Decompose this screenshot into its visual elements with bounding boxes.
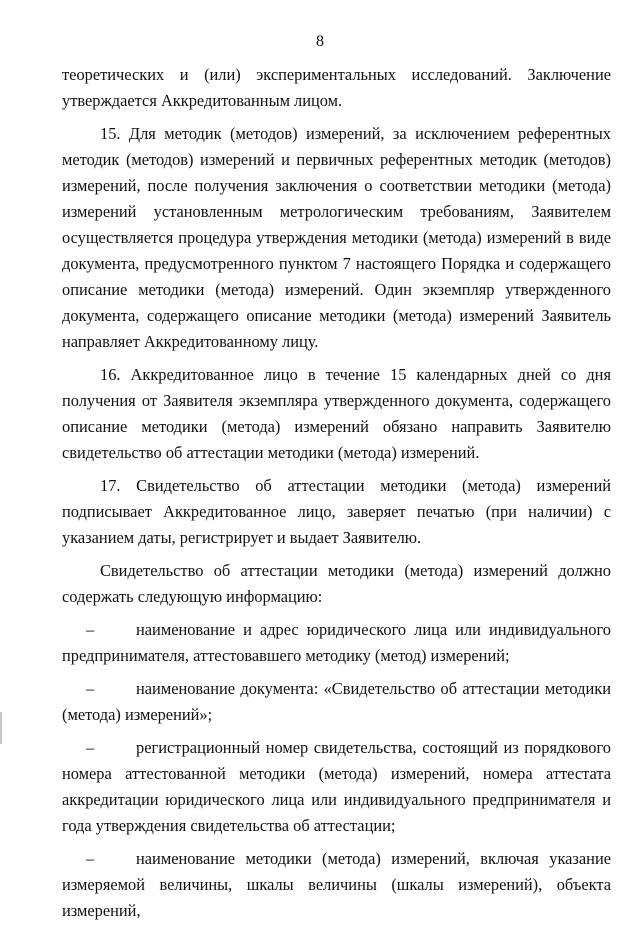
dash-marker: – xyxy=(86,620,95,639)
list-item-text: наименование документа: «Свидетельство об аттестации методики (метода) измерений»; xyxy=(62,679,611,724)
page-number: 8 xyxy=(316,33,324,50)
list-item-text: наименование методики (метода) измерений, включая указание измеряемой величины, шкалы величины (шкалы измерений), объекта измерений, xyxy=(62,849,611,920)
list-item xyxy=(62,735,611,839)
paragraph-item-16: 16. Аккредитованное лицо в течение 15 календарных дней со дня получения от Заявителя экземпляра утвержденного документа, содержащего описание методики (метода) измерений обязано направить Заявителю свидетельство об аттестации методики (метода) измерений. xyxy=(62,365,611,462)
list-item-text: регистрационный номер свидетельства, состоящий из порядкового номера аттестованной методики (метода) измерений, номера аттестата аккредитации юридического лица или индивидуального предпринимателя и года утверждения свидетельства об аттестации; xyxy=(62,738,611,835)
list-item xyxy=(62,676,611,728)
margin-scan-mark xyxy=(0,712,2,744)
dash-marker: – xyxy=(86,849,95,868)
list-item xyxy=(62,846,611,924)
list-item xyxy=(62,617,611,669)
paragraph-certificate-contents: Свидетельство об аттестации методики (метода) измерений должно содержать следующую информацию: xyxy=(62,561,611,606)
paragraph-continuation: теоретических и (или) экспериментальных исследований. Заключение утверждается Аккредитованным лицом. xyxy=(62,65,611,110)
list-item-text: наименование и адрес юридического лица или индивидуального предпринимателя, аттестовавшего методику (метод) измерений; xyxy=(62,620,611,665)
paragraph-item-17: 17. Свидетельство об аттестации методики (метода) измерений подписывает Аккредитованное лицо, заверяет печатью (при наличии) с указанием даты, регистрирует и выдает Заявителю. xyxy=(62,476,611,547)
dash-marker: – xyxy=(86,679,95,698)
paragraph-item-15: 15. Для методик (методов) измерений, за исключением референтных методик (методов) измерений и первичных референтных методик (методов) измерений, после получения заключения о соответствии методики (метода) измерений установленным метрологическим требованиям, Заявителем осуществляется процедура утверждения методики (метода) измерений в виде документа, предусмотренного пунктом 7 настоящего Порядка и содержащего описание методики (метода) измерений. Один экземпляр утвержденного документа, содержащего описание методики (метода) измерений Заявитель направляет Аккредитованному лицу. xyxy=(62,124,611,351)
document-body xyxy=(62,62,611,931)
dash-marker: – xyxy=(86,738,95,757)
